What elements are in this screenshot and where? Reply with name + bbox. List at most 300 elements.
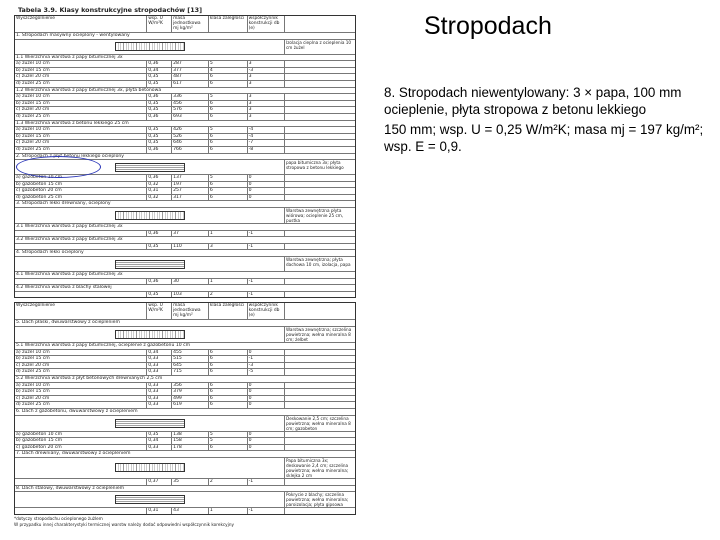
table-cell: 455 — [172, 350, 209, 356]
table-cell: 3 — [248, 94, 286, 100]
table-cell: 6 — [209, 101, 248, 107]
section-title: 5. Dach płaski, dwuwarstwowy z ociepleniem — [16, 320, 120, 326]
table-cell-blank — [285, 389, 355, 395]
section-illustration-row — [15, 458, 355, 479]
section-title: 3. Stropodach lekki drewniany, ocieplony — [16, 201, 111, 207]
roof-layers-diagram — [115, 163, 185, 172]
table-row — [15, 350, 355, 357]
table-cell: 257 — [172, 188, 209, 194]
table-cell-blank — [285, 175, 355, 181]
table-cell: 0,31 — [147, 188, 172, 194]
table-cell: 426 — [172, 127, 209, 133]
table-cell: 3 — [248, 81, 286, 87]
table-cell: 0,33 — [147, 356, 172, 362]
roof-layers-diagram — [115, 330, 185, 339]
table-cell: 6 — [209, 356, 248, 362]
table-cell: 43 — [172, 508, 209, 514]
scanned-table — [14, 6, 356, 527]
table-cell: 0,33 — [147, 363, 172, 369]
section-title: 7. Dach drewniany, dwuwarstwowy z ociepleniem — [16, 451, 131, 457]
table-cell: 6 — [209, 445, 248, 451]
table-cell: c) żużel 20 cm — [15, 363, 147, 369]
table-cell: 103 — [172, 292, 209, 298]
table-cell: 3 — [209, 244, 248, 250]
table-cell: 3 — [248, 114, 286, 120]
section-row — [15, 33, 355, 40]
table-cell: 30 — [172, 279, 209, 285]
table-cell: c) gazobeton 20 cm — [15, 188, 147, 194]
table-row — [15, 134, 355, 141]
section-description: Papa bitumiczna 3x; deskowanie 2,4 cm; szczelina powietrzna; wełna mineralna; sklejka 2 cm — [286, 457, 349, 478]
table-cell: 0,35 — [147, 101, 172, 107]
table-cell: 5 — [209, 438, 248, 444]
header-cell: Wyszczególnienie — [15, 16, 147, 32]
table-cell: b) żużel 15 cm — [15, 68, 147, 74]
table-cell: 6 — [209, 81, 248, 87]
table-caption: Tabela 3.9. Klasy konstrukcyjne stropodachów [13] — [18, 6, 203, 14]
header-cell: współczynnik konstrukcji db (e) — [248, 303, 286, 319]
table-header — [15, 303, 355, 320]
table-cell-blank — [285, 356, 355, 362]
table-cell: -1 — [248, 508, 286, 514]
subsection-row — [15, 88, 355, 95]
table-cell-blank — [285, 231, 355, 237]
table-row — [15, 94, 355, 101]
table-cell: 0,35 — [147, 81, 172, 87]
table-cell: 0 — [248, 396, 286, 402]
table-cell-blank — [285, 134, 355, 140]
table-cell: c) żużel 20 cm — [15, 107, 147, 113]
table-cell: 379 — [172, 389, 209, 395]
table-row — [15, 74, 355, 81]
subsection-title: 5.1 Wierzchnia warstwa z papy bitumicznej, ocieplenie z gazobetonu 10 cm — [16, 343, 191, 348]
subsection-title: 1.3 Wierzchnia warstwa z betonu lekkiego 25 cm — [16, 120, 129, 126]
table-cell: 0,36 — [147, 279, 172, 285]
table-cell: 6 — [209, 74, 248, 80]
section-illustration — [15, 40, 285, 54]
table-cell: c) żużel 20 cm — [15, 140, 147, 146]
table-cell: d) żużel 25 cm — [15, 147, 147, 153]
table-cell: a) żużel 10 cm — [15, 383, 147, 389]
table-cell: 0,35 — [147, 127, 172, 133]
table-cell: 1 — [209, 508, 248, 514]
header-cell: klasa zaległości — [209, 16, 248, 32]
table-cell: 6 — [209, 134, 248, 140]
header-cell: Wyszczególnienie — [15, 303, 147, 319]
table-cell: 0,35 — [147, 140, 172, 146]
table-cell-blank — [285, 445, 355, 451]
subsection-title: 4.1 Wierzchnia warstwa z papy bitumicznej 3x — [16, 272, 123, 278]
table-cell-blank — [285, 147, 355, 153]
table-cell: 377 — [172, 68, 209, 74]
table-cell: 0 — [248, 432, 286, 438]
roof-layers-diagram — [115, 463, 185, 472]
table-row — [15, 389, 355, 396]
section-title: 6. Dach z gazobetonu, dwuwarstwowy z ociepleniem — [16, 408, 138, 414]
section-title: 1. Stropodach masywny ocieplony - wentylowany — [16, 33, 130, 38]
table-cell: a) żużel 10 cm — [15, 350, 147, 356]
table-cell: 0 — [248, 402, 286, 408]
table-cell: 3 — [248, 107, 286, 113]
table-cell: 645 — [172, 363, 209, 369]
table-cell: 0,33 — [147, 369, 172, 375]
section-description: Deskowanie 2,5 cm; szczelina powietrzna; wełna mineralna 8 cm; gazobeton — [286, 415, 351, 431]
table-cell: 6 — [209, 195, 248, 201]
section-description: papa bitumiczna 3x; płyta stropowa z betonu lekkiego — [286, 160, 344, 171]
table-cell: 0,35 — [147, 107, 172, 113]
section-illustration — [15, 416, 285, 431]
table-cell: d) żużel 25 cm — [15, 402, 147, 408]
section-description: Warstwa zewnętrzna płyta wiórowa; ocieplenie 25 cm, pustka — [286, 208, 344, 224]
table-row — [15, 369, 355, 376]
roof-layers-diagram — [115, 211, 185, 220]
table-row — [15, 402, 355, 409]
table-cell: -7 — [248, 140, 286, 146]
section-title: 4. Stropodach lekki ocieplony — [16, 250, 84, 256]
table-cell-blank — [285, 396, 355, 402]
table-cell: b) gazobeton 15 cm — [15, 182, 147, 188]
section-description: Warstwa zewnętrzna; szczelina powietrzna; wełna mineralna 8 cm; żelbet — [286, 327, 352, 342]
table-cell: c) żużel 20 cm — [15, 74, 147, 80]
table-cell: 0,34 — [147, 438, 172, 444]
table-cell: 456 — [172, 101, 209, 107]
table-cell: 0,35 — [147, 244, 172, 250]
table-cell: c) gazobeton 20 cm — [15, 445, 147, 451]
table-cell: 0 — [248, 389, 286, 395]
table-cell: 5 — [209, 175, 248, 181]
table-cell: d) gazobeton 25 cm — [15, 195, 147, 201]
section-illustration-row — [15, 416, 355, 432]
section-row — [15, 451, 355, 458]
section-row — [15, 486, 355, 493]
table-cell: 287 — [172, 61, 209, 67]
table-cell — [15, 244, 147, 250]
table-cell: 5 — [209, 432, 248, 438]
table-cell-blank — [285, 508, 355, 514]
table-cell: -3 — [248, 68, 286, 74]
table-cell-blank — [285, 369, 355, 375]
table-cell: 515 — [172, 356, 209, 362]
table-cell: d) żużel 25 cm — [15, 369, 147, 375]
table-cell: 5 — [209, 127, 248, 133]
table-cell-blank — [285, 127, 355, 133]
subsection-row — [15, 224, 355, 231]
section-illustration-row — [15, 257, 355, 272]
table-cell: c) żużel 20 cm — [15, 396, 147, 402]
table-cell: 0,32 — [147, 182, 172, 188]
subsection-row — [15, 237, 355, 244]
table-cell-blank — [285, 107, 355, 113]
section-illustration — [15, 458, 285, 478]
highlight-ellipse — [16, 156, 101, 178]
table-cell: b) żużel 15 cm — [15, 389, 147, 395]
roof-layers-diagram — [115, 42, 185, 51]
table-cell-blank — [285, 244, 355, 250]
header-cell: masa jednostkowa mj kg/m² — [172, 16, 209, 32]
table-row — [15, 396, 355, 403]
subsection-title: 3.1 Wierzchnia warstwa z papy bitumicznej 3x — [16, 224, 123, 230]
table-row — [15, 479, 355, 486]
table-cell: 6 — [209, 107, 248, 113]
table-cell — [15, 508, 147, 514]
table-cell: 178 — [172, 445, 209, 451]
table-cell — [15, 231, 147, 237]
table-cell: -1 — [248, 292, 286, 298]
subsection-row — [15, 272, 355, 279]
table-cell: b) żużel 15 cm — [15, 134, 147, 140]
slide-title: Stropodach — [424, 12, 552, 40]
table-cell: 0,33 — [147, 383, 172, 389]
section-illustration — [15, 257, 285, 271]
table-cell: 693 — [172, 114, 209, 120]
table-cell: b) gazobeton 15 cm — [15, 438, 147, 444]
table-cell: 0,36 — [147, 175, 172, 181]
table-cell: 2 — [209, 479, 248, 485]
table-cell-blank — [285, 432, 355, 438]
table-cell: d) żużel 25 cm — [15, 81, 147, 87]
table-cell: 0,36 — [147, 114, 172, 120]
table-cell: 0,35 — [147, 74, 172, 80]
section-description: Warstwa zewnętrzna; płyta dachowa 10 cm, izolacja, papa — [286, 257, 351, 268]
table-cell: 4 — [209, 68, 248, 74]
table-row — [15, 438, 355, 445]
table-cell-blank — [285, 188, 355, 194]
table-cell: 0 — [248, 383, 286, 389]
table-cell: 499 — [172, 396, 209, 402]
table-cell: d) żużel 25 cm — [15, 114, 147, 120]
table-cell — [15, 479, 147, 485]
table-cell: 2 — [209, 292, 248, 298]
subsection-title: 5.2 Wierzchnia warstwa z płyt betonowych drewnianych 2,5 cm — [16, 375, 163, 381]
table-cell: a) gazobeton 10 cm — [15, 175, 147, 181]
section-title: 8. Dach stalowy, dwuwarstwowy z ociepleniem — [16, 485, 125, 491]
table-cell: 3 — [248, 101, 286, 107]
table-cell: 317 — [172, 195, 209, 201]
table-cell: 576 — [172, 107, 209, 113]
table-cell-blank — [285, 383, 355, 389]
table-cell-blank — [285, 279, 355, 285]
table-cell: -1 — [248, 356, 286, 362]
table-cell-blank — [285, 101, 355, 107]
table-cell: b) żużel 15 cm — [15, 356, 147, 362]
table-cell: 0,33 — [147, 396, 172, 402]
section-row — [15, 409, 355, 416]
table-row — [15, 81, 355, 88]
table-cell: 0 — [248, 188, 286, 194]
table-cell: 356 — [172, 383, 209, 389]
table-cell: 6 — [209, 350, 248, 356]
table-cell: 6 — [209, 114, 248, 120]
table-cell: 6 — [209, 396, 248, 402]
section-row — [15, 201, 355, 208]
table-cell: 3 — [248, 74, 286, 80]
table-cell: 0,35 — [147, 292, 172, 298]
section-illustration — [15, 327, 285, 342]
table-part-2 — [14, 302, 356, 514]
table-cell: 0 — [248, 438, 286, 444]
table-cell: 6 — [209, 140, 248, 146]
table-row — [15, 292, 355, 298]
table-cell: 715 — [172, 369, 209, 375]
subsection-row — [15, 285, 355, 292]
table-row — [15, 432, 355, 439]
table-cell: 0,37 — [147, 479, 172, 485]
table-cell: 3 — [248, 61, 286, 67]
table-cell: 6 — [209, 389, 248, 395]
header-cell: klasa zaległości — [209, 303, 248, 319]
subsection-row — [15, 121, 355, 128]
section-illustration-row — [15, 492, 355, 508]
table-cell: 6 — [209, 383, 248, 389]
roof-layers-diagram — [115, 419, 185, 428]
section-row — [15, 250, 355, 257]
table-cell: 487 — [172, 74, 209, 80]
table-cell: 0,33 — [147, 445, 172, 451]
table-cell: 158 — [172, 438, 209, 444]
header-cell: wsp. U W/m²K — [147, 16, 172, 32]
table-cell: 0,33 — [147, 402, 172, 408]
table-cell: 0,36 — [147, 94, 172, 100]
table-cell: 6 — [209, 369, 248, 375]
table-row — [15, 508, 355, 514]
header-cell: wsp. U W/m²K — [147, 303, 172, 319]
table-cell-blank — [285, 479, 355, 485]
table-row — [15, 127, 355, 134]
table-cell: 0 — [248, 182, 286, 188]
table-cell: 617 — [172, 81, 209, 87]
table-header — [15, 16, 355, 33]
table-cell: -4 — [248, 127, 286, 133]
table-cell: 766 — [172, 147, 209, 153]
table-cell: a) żużel 10 cm — [15, 94, 147, 100]
subsection-title: 1.2 Wierzchnia warstwa z papy bitumicznej 3x, płyta betonowa — [16, 87, 162, 93]
header-cell-blank — [285, 303, 355, 319]
table-row — [15, 356, 355, 363]
table-row — [15, 231, 355, 238]
table-cell: -1 — [248, 279, 286, 285]
table-cell: b) żużel 15 cm — [15, 101, 147, 107]
table-cell: 336 — [172, 94, 209, 100]
table-cell: 0,33 — [147, 389, 172, 395]
table-cell: 6 — [209, 188, 248, 194]
subsection-title: 4.2 Wierzchnia warstwa z blachy stalowej — [16, 285, 112, 291]
table-cell: -1 — [248, 231, 286, 237]
header-cell: współczynnik konstrukcji db (e) — [248, 16, 286, 32]
section-illustration-row — [15, 327, 355, 343]
table-cell: 110 — [172, 244, 209, 250]
section-row — [15, 320, 355, 327]
subsection-title: 1.1 Wierzchnia warstwa z papy bitumicznej 3x — [16, 54, 123, 60]
table-cell: -1 — [248, 244, 286, 250]
table-row — [15, 140, 355, 147]
subsection-title: 3.2 Wierzchnia warstwa z papy bitumicznej 3x — [16, 237, 123, 243]
table-row — [15, 101, 355, 108]
table-cell: a) żużel 10 cm — [15, 61, 147, 67]
header-cell-blank — [285, 16, 355, 32]
subsection-row — [15, 376, 355, 383]
section-illustration-row — [15, 208, 355, 224]
table-row — [15, 244, 355, 251]
table-cell: 6 — [209, 147, 248, 153]
header-cell: masa jednostkowa mj kg/m² — [172, 303, 209, 319]
table-cell: 6 — [209, 182, 248, 188]
table-cell: 0 — [248, 195, 286, 201]
subsection-row — [15, 343, 355, 350]
table-cell: 5 — [209, 61, 248, 67]
table-cell: 646 — [172, 140, 209, 146]
section-title: 2. Stropodach z płyt betonu lekkiego ocieplony — [16, 153, 125, 159]
table-cell: -1 — [248, 479, 286, 485]
section-illustration-row — [15, 40, 355, 55]
table-row — [15, 61, 355, 68]
section-illustration — [15, 208, 285, 223]
table-cell: 0,34 — [147, 350, 172, 356]
table-cell-blank — [285, 363, 355, 369]
table-row — [15, 147, 355, 154]
table-cell-blank — [285, 61, 355, 67]
table-row — [15, 445, 355, 452]
table-cell-blank — [285, 292, 355, 298]
table-row — [15, 363, 355, 370]
table-row — [15, 195, 355, 202]
table-cell-blank — [285, 94, 355, 100]
table-cell-blank — [285, 74, 355, 80]
table-cell: 619 — [172, 402, 209, 408]
table-cell: 6 — [209, 363, 248, 369]
table-cell: 197 — [172, 182, 209, 188]
table-cell: 0,34 — [147, 68, 172, 74]
footnote-2: W przypadku innej charakterystyki termicznej warstw należy dodać odpowiedni współczynnik korekcyjny — [14, 521, 234, 527]
table-row — [15, 383, 355, 390]
table-cell: -5 — [248, 369, 286, 375]
table-cell: 35 — [172, 479, 209, 485]
table-cell: 0 — [248, 350, 286, 356]
table-cell — [15, 292, 147, 298]
table-row — [15, 188, 355, 195]
table-cell: -3 — [248, 363, 286, 369]
table-cell-blank — [285, 114, 355, 120]
table-cell-blank — [285, 350, 355, 356]
table-cell: 138 — [172, 432, 209, 438]
table-cell-blank — [285, 438, 355, 444]
table-row — [15, 68, 355, 75]
table-cell: -8 — [248, 147, 286, 153]
table-cell: 5 — [209, 94, 248, 100]
section-description: Pokrycie z blachy; szczelina powietrzna; wełna mineralna; paroizolacja; płyta gipsowa — [286, 492, 349, 508]
description-paragraph-1: 8. Stropodach niewentylowany: 3 × papa, 100 mm ocieplenie, płyta stropowa z betonu lekkiego — [384, 85, 682, 117]
footnote-1: *dotyczy stropodachu ocieplonego żużlem — [14, 515, 103, 521]
table-cell-blank — [285, 195, 355, 201]
table-row — [15, 279, 355, 286]
roof-layers-diagram — [115, 495, 185, 504]
table-cell: -4 — [248, 134, 286, 140]
table-cell: 0,31 — [147, 508, 172, 514]
table-cell: 0 — [248, 175, 286, 181]
table-cell: 0,35 — [147, 134, 172, 140]
table-cell: 0,36 — [147, 147, 172, 153]
table-cell: 0,36 — [147, 61, 172, 67]
table-cell: 6 — [209, 402, 248, 408]
roof-layers-diagram — [115, 260, 185, 269]
table-cell: 137 — [172, 175, 209, 181]
table-cell: 526 — [172, 134, 209, 140]
section-illustration — [15, 492, 285, 507]
table-row — [15, 182, 355, 189]
table-cell-blank — [285, 68, 355, 74]
table-cell-blank — [285, 402, 355, 408]
table-cell: 0,36 — [147, 231, 172, 237]
table-cell: 1 — [209, 231, 248, 237]
